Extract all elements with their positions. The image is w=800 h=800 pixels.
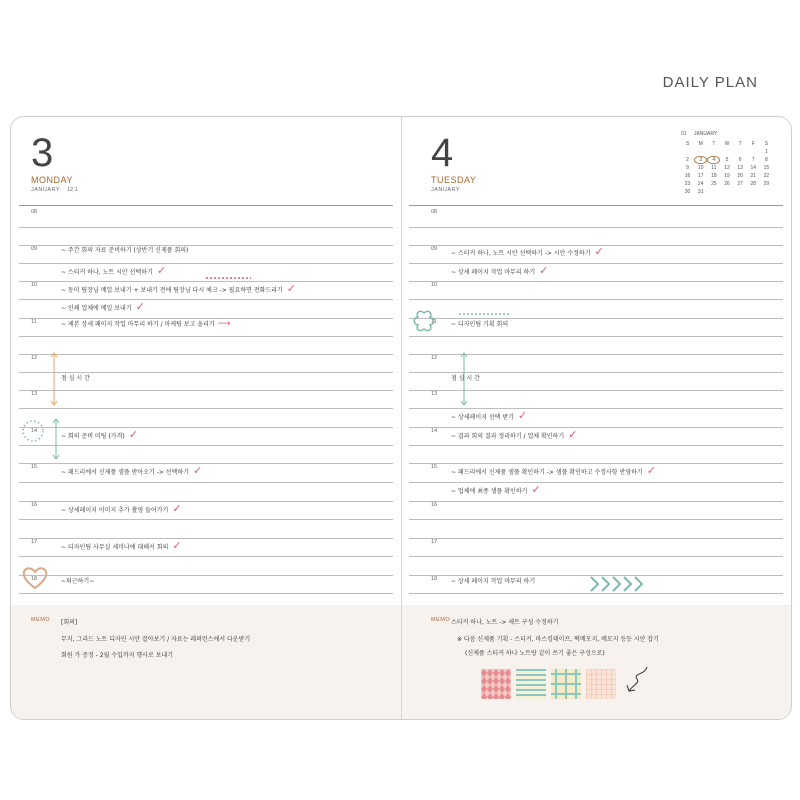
calendar-day	[734, 148, 747, 156]
calendar-day	[720, 148, 733, 156]
calendar-day: 10	[697, 165, 704, 171]
calendar-day: 7	[751, 157, 755, 163]
curly-arrow-icon	[623, 665, 653, 695]
day-name: MONDAY	[31, 175, 73, 185]
calendar-day: 6	[738, 157, 742, 163]
chevron-arrows-icon	[589, 575, 649, 593]
check-icon: ✓	[594, 245, 604, 258]
weekday-label: F	[751, 141, 755, 147]
calendar-day: 21	[750, 173, 757, 179]
hour-rule	[19, 336, 393, 337]
hour-label: 14	[431, 428, 438, 434]
calendar-day: 5	[725, 157, 729, 163]
entry: ~ 동미 팀장님 메일 보내기 + 보내기 전에 팀장님 다시 체크 -> 필요하면 전화드리기 ✓	[61, 282, 296, 295]
hour-label: 10	[431, 282, 438, 288]
entry: ~ 주간 회의 자료 준비하기 (상반기 신제품 회의)	[61, 247, 189, 254]
date-number: 3	[31, 131, 54, 175]
hour-label: 10	[31, 282, 38, 288]
hour-rule	[19, 408, 393, 409]
check-icon: ✓	[135, 300, 145, 313]
entry: ~ 업체에 최종 샘플 확인하기 ✓	[451, 483, 541, 496]
entry: ~ 결과 회의 결과 정리하기 / 업체 확인하기 ✓	[451, 428, 578, 441]
hour-label: 13	[431, 391, 438, 397]
hour-label: 15	[431, 464, 438, 470]
memo-label: MEMO	[431, 617, 451, 623]
hour-label: 08	[31, 209, 38, 215]
entry: ~ 디자인팀 사무실 세미나에 대해서 회의 ✓	[61, 539, 182, 552]
entry: ~ 회의 준비 미팅 (가격) ✓	[61, 428, 138, 441]
dotted-underline	[206, 276, 251, 280]
entry: ~ 제본 상세 페이지 작업 마무리 하기 / 마케팅 보고 올리기 ⟶	[61, 319, 231, 329]
calendar-day: 19	[724, 173, 730, 179]
calendar-day	[681, 148, 694, 156]
hour-rule	[19, 482, 393, 483]
hour-label: 12	[31, 355, 38, 361]
memo-line: (신제품 스티커 하나 노트랑 같이 쓰기 좋은 구성으로)	[465, 650, 605, 657]
hour-rule	[409, 593, 783, 594]
calendar-day: 18	[711, 173, 717, 179]
hour-rule	[19, 593, 393, 594]
entry: ~ 패드리에서 신제품 샘플 확인하기 -> 샘플 확인하고 수정사항 반영하기 ✓	[451, 464, 656, 477]
hour-rule	[19, 519, 393, 520]
hour-rule	[409, 336, 783, 337]
left-page	[11, 117, 401, 719]
calendar-day: 26	[724, 181, 730, 187]
calendar-day: 25	[711, 181, 717, 187]
calendar-day	[760, 188, 773, 196]
check-icon: ✓	[531, 483, 541, 496]
hour-rule	[19, 227, 393, 228]
calendar-day: 12	[724, 165, 730, 171]
heart-icon	[20, 565, 50, 591]
hour-label: 11	[31, 319, 37, 325]
hour-label: 14	[31, 428, 38, 434]
entry: 점 심 시 간	[61, 375, 90, 382]
check-icon: ✓	[517, 409, 528, 422]
hour-label: 13	[31, 391, 38, 397]
arrow-vertical-icon	[49, 351, 59, 407]
calendar-day: 29	[763, 181, 770, 187]
hour-rule	[19, 390, 393, 391]
calendar-day: 3	[694, 156, 707, 164]
hour-label: 17	[431, 539, 438, 545]
check-icon: ✓	[286, 282, 296, 295]
calendar-day: 20	[737, 173, 743, 179]
calendar-day	[707, 148, 720, 156]
check-icon: ✓	[128, 428, 138, 441]
check-icon: ✓	[539, 264, 549, 277]
dotted-underline	[459, 312, 509, 316]
calendar-day	[747, 148, 760, 156]
hour-label: 09	[31, 246, 38, 252]
mini-calendar	[681, 131, 773, 196]
flower-icon	[411, 309, 437, 333]
divider	[19, 205, 393, 206]
hour-rule	[409, 538, 783, 539]
calendar-day	[734, 188, 747, 196]
hour-rule	[409, 281, 783, 282]
calendar-day: 14	[750, 165, 757, 171]
calendar-day: 31	[697, 189, 704, 195]
calendar-day: 22	[763, 173, 770, 179]
hour-label: 12	[431, 355, 438, 361]
calendar-day: 15	[763, 165, 770, 171]
hour-label: 16	[31, 502, 38, 508]
entry: ~ 스티커 하나, 노트 시안 선택하기 -> 시안 수정하기 ✓	[451, 245, 604, 258]
hour-label: 18	[31, 576, 38, 582]
hour-rule	[409, 445, 783, 446]
date-number: 4	[431, 131, 454, 175]
memo-line: [회의]	[61, 619, 78, 626]
dotted-circle-icon	[20, 418, 46, 444]
planner-spread	[10, 116, 792, 720]
arrow-right-icon: ⟶	[217, 319, 231, 329]
hour-rule	[19, 445, 393, 446]
hour-label: 16	[431, 502, 438, 508]
check-icon: ✓	[193, 464, 203, 477]
entry: 점 심 시 간	[451, 375, 480, 382]
weekday-label: M	[698, 141, 703, 147]
entry: ~ 인쇄 업체에 메일 보내기 ✓	[61, 300, 145, 313]
hour-rule	[409, 519, 783, 520]
page-title: DAILY PLAN	[662, 74, 758, 91]
hour-label: 17	[31, 539, 38, 545]
calendar-day: 23	[684, 181, 691, 187]
month-name: JANUARY	[431, 187, 461, 193]
memo-label: MEMO	[31, 617, 51, 623]
entry: ~ 스티커 하나, 노트 시안 선택하기 ✓	[61, 264, 167, 277]
weekday-label: S	[764, 141, 769, 147]
calendar-day: 8	[765, 157, 768, 163]
hour-label: 09	[431, 246, 438, 252]
calendar-day: 1	[765, 149, 768, 155]
hour-rule	[409, 299, 783, 300]
month-name: JANUARY	[31, 187, 61, 193]
washi-tape-swatches	[481, 669, 617, 699]
memo-line: ※ 다음 신제품 기획 - 스티커, 마스킹테이프, 떡메모지, 메모지 등등 시안 잡기	[457, 636, 659, 643]
calendar-day: 17	[697, 173, 704, 179]
calendar-grid	[681, 140, 773, 196]
day-name: TUESDAY	[431, 175, 477, 185]
calendar-day: 30	[684, 189, 691, 195]
entry: ~ 상세페이지 선택 받기 ✓	[451, 409, 528, 422]
calendar-day: 2	[686, 157, 689, 163]
hour-rule	[409, 556, 783, 557]
calendar-day: 24	[697, 181, 704, 187]
calendar-day: 27	[737, 181, 743, 187]
calendar-day	[720, 188, 733, 196]
calendar-month-name: JANUARY	[693, 131, 718, 137]
check-icon: ✓	[172, 539, 182, 552]
entry: ~퇴근하기~	[61, 578, 95, 585]
calendar-day	[747, 188, 760, 196]
weekday-label: W	[724, 141, 730, 147]
calendar-day: 11	[711, 165, 717, 171]
divider	[409, 205, 783, 206]
entry: ~ 상세 페이지 작업 마무리 하기 ✓	[451, 264, 549, 277]
arrow-vertical-icon	[51, 417, 61, 461]
memo-line: 회원 가 증정 - 2월 수입까지 행사로 보내기	[61, 652, 174, 659]
calendar-day	[694, 148, 707, 156]
lunar-date: 12.1	[67, 187, 78, 193]
entry: ~ 상세페이지 이미지 추가 촬영 들어가기 ✓	[61, 502, 182, 515]
weekday-label: T	[738, 141, 742, 147]
hour-label: 08	[431, 209, 438, 215]
memo-line: 스티커 하나, 노트 -> 세트 구성 수정하기	[451, 619, 559, 626]
check-icon: ✓	[172, 502, 182, 515]
entry: ~ 디자인팀 기획 회의	[451, 321, 509, 328]
calendar-month-number: 01	[681, 131, 687, 137]
calendar-day: 13	[737, 165, 743, 171]
hour-rule	[409, 501, 783, 502]
right-page	[401, 117, 791, 719]
calendar-day: 9	[686, 165, 689, 171]
calendar-day: 16	[684, 173, 691, 179]
calendar-day: 4	[707, 156, 720, 164]
calendar-day: 28	[750, 181, 757, 187]
hour-rule	[409, 227, 783, 228]
hour-rule	[19, 354, 393, 355]
check-icon: ✓	[156, 264, 167, 277]
weekday-label: S	[685, 141, 690, 147]
hour-label: 18	[431, 576, 438, 582]
check-icon: ✓	[568, 428, 578, 441]
weekday-label: T	[712, 141, 716, 147]
calendar-day	[707, 188, 720, 196]
hour-label: 15	[31, 464, 38, 470]
entry: ~ 패드리에서 신제품 샘플 받아오기 -> 선택하기 ✓	[61, 464, 203, 477]
memo-line: 무지, 그리드 노트 디자인 시안 잡아보기 / 자료는 레퍼런스에서 다운받기	[61, 636, 251, 643]
hour-label: 11	[431, 319, 437, 325]
check-icon: ✓	[646, 464, 656, 477]
hour-rule	[19, 556, 393, 557]
entry: ~ 상세 페이지 작업 마무리 하기	[451, 578, 536, 585]
arrow-vertical-icon	[459, 351, 469, 407]
